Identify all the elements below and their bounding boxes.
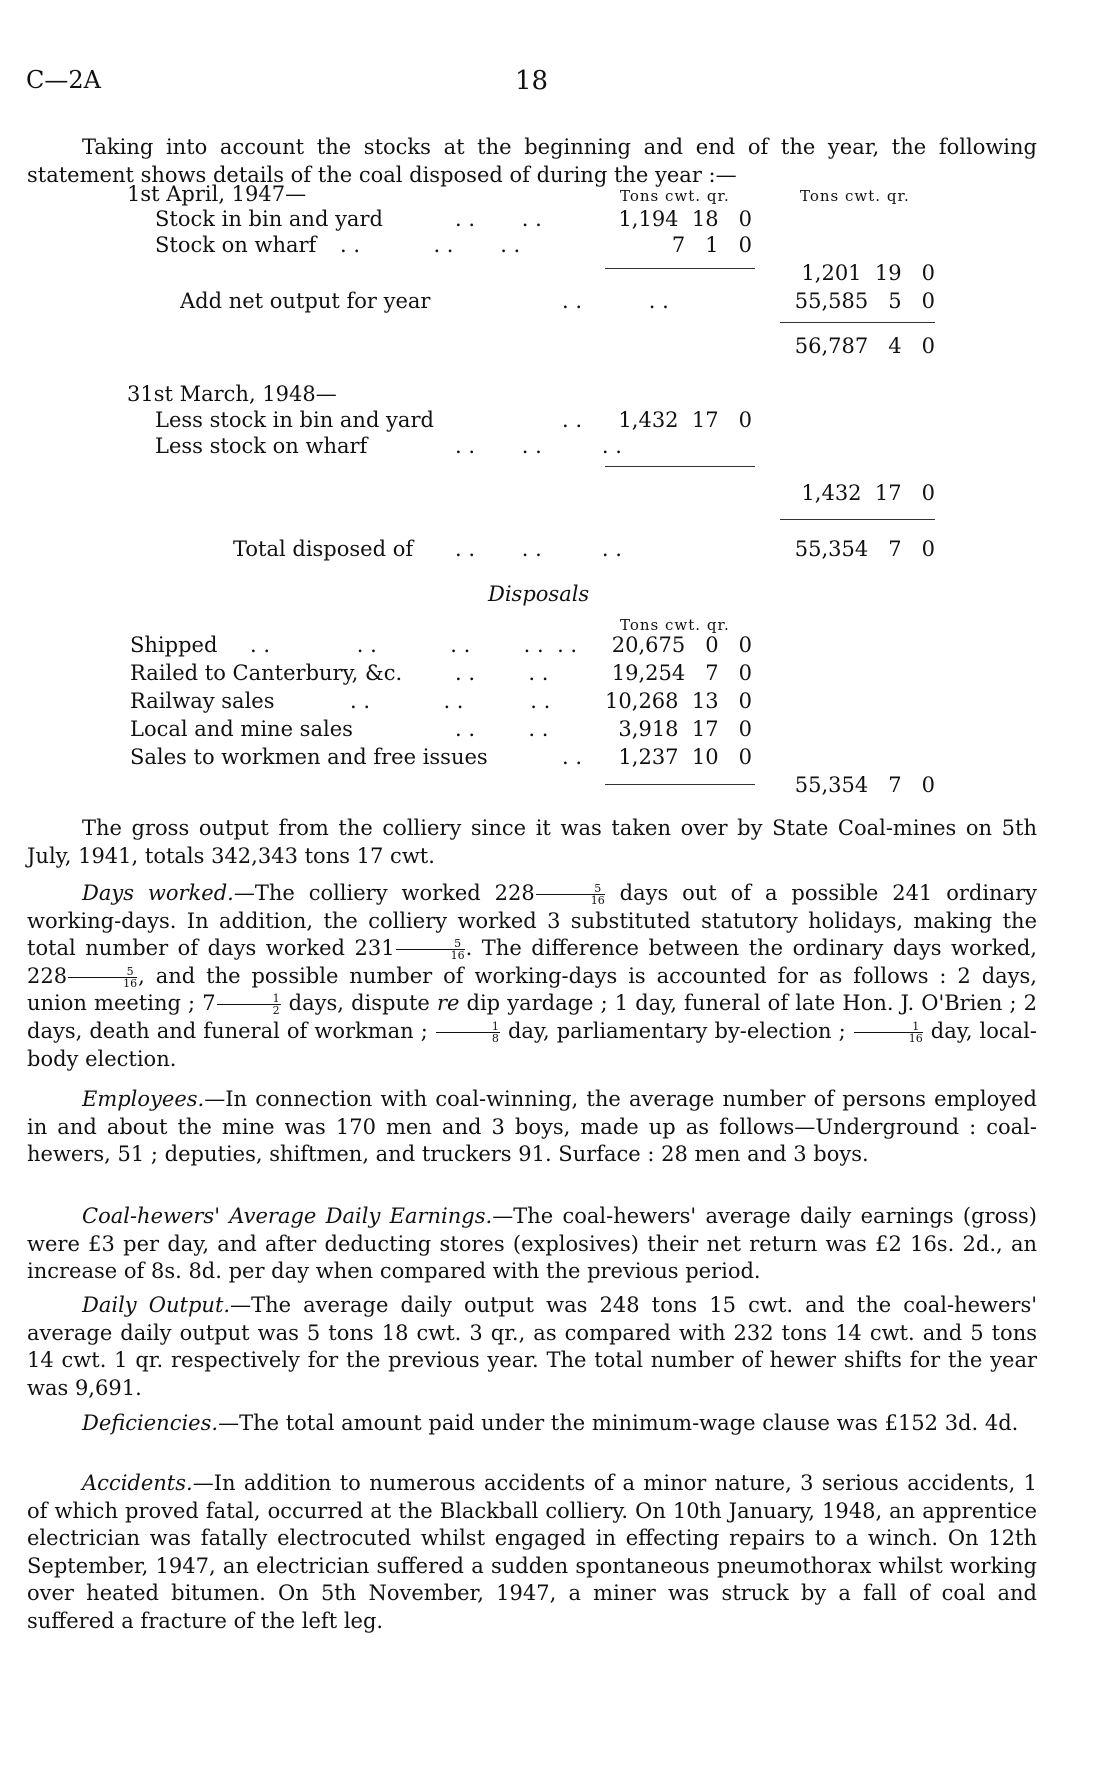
fraction: $\frac{1}{8}$ (436, 1021, 500, 1044)
days-worked-paragraph: Days worked.—The colliery worked 228 $\frac{5}{16}$ days out of a possible 241 ordinary working-days. In addition, the colliery worked 3 substituted statutory holidays, making the total number of days worked 231 $\frac{5}{16}$ . The difference between the ordinary days worked, 228 $\frac{5}{16}$ , and the possible number of working-days is accounted for as follows : 2 days, union meeting ; 7 $\frac{1}{2}$ days, dispute re dip yardage ; 1 day, funeral of late Hon. J. O'Brien ; 2 days, death and funeral of workman ; $\frac{1}{8}$ day, parliamentary by-election ; $\frac{1}{16}$ day, local-body election. (27, 881, 1038, 1071)
stock-wharf-label: Stock on wharf (155, 233, 317, 257)
subtotal-rule (605, 268, 755, 269)
fraction: $\frac{5}{16}$ (396, 938, 465, 961)
closing-total: 1,432 17 0 (801, 481, 935, 505)
column-header-tons: Tons cwt. qr. (620, 187, 730, 205)
leader-dots: . . . . (455, 661, 549, 685)
fraction: $\frac{1}{16}$ (854, 1021, 923, 1044)
subtotal-value: 56,787 4 0 (794, 334, 935, 358)
gross-output-paragraph: The gross output from the colliery since it was taken over by State Coal-mines on 5th July, 1941, totals 342,343 tons 17 cwt. (27, 816, 1037, 868)
leader-dots: . . . . . . (455, 537, 622, 561)
disposed-label: Total disposed of (233, 537, 414, 561)
disposal-row-value: 3,918 17 0 (618, 717, 752, 741)
net-output-label: Add net output for year (180, 289, 431, 313)
leader-dots: . . (562, 408, 583, 432)
daily-output-paragraph: Daily Output.—The average daily output was 248 tons 15 cwt. and the coal-hewers' average daily output was 5 tons 18 cwt. 3 qr., as compared with 232 tons 14 cwt. and 5 tons 14 cwt. 1 qr. respectively for the previous year. The total number of hewer shifts for the year was 9,691. (27, 1293, 1037, 1400)
earnings-heading: Coal-hewers' Average Daily Earnings. (82, 1204, 493, 1228)
stock-wharf-value: 7 1 0 (671, 233, 752, 257)
days-worked-heading: Days worked. (82, 881, 234, 905)
disposal-row-label: Shipped (130, 633, 218, 657)
disposal-row-value: 10,268 13 0 (605, 689, 752, 713)
fraction: $\frac{5}{16}$ (68, 966, 137, 989)
employees-paragraph: Employees.—In connection with coal-winning, the average number of persons employed in and about the mine was 170 men and 3 boys, made up as follows—Underground : coal-hewers, 51 ; deputies, shiftmen, and truckers 91. Surface : 28 men and 3 boys. (27, 1087, 1037, 1167)
disposal-row-label: Railway sales (130, 689, 275, 713)
accidents-heading: Accidents. (82, 1471, 193, 1495)
leader-dots: . . . . (455, 717, 549, 741)
disposal-row-value: 1,237 10 0 (618, 745, 752, 769)
disposal-row-value: 19,254 7 0 (611, 661, 752, 685)
opening-heading: 1st April, 1947— (127, 182, 307, 206)
stock-bin-label: Stock in bin and yard (155, 207, 383, 231)
less-bin-label: Less stock in bin and yard (155, 408, 434, 432)
disposal-row-label: Railed to Canterbury, &c. (130, 661, 403, 685)
column-header-tons-2: Tons cwt. qr. (800, 187, 910, 205)
document-code: C—2A (26, 66, 101, 94)
fraction: $\frac{1}{2}$ (217, 993, 281, 1016)
disposal-row-value: 20,675 0 0 (611, 633, 752, 657)
leader-dots: . . . . (455, 207, 542, 231)
closing-heading: 31st March, 1948— (127, 382, 337, 406)
disposal-row-label: Sales to workmen and free issues (130, 745, 488, 769)
subtotal-rule (605, 466, 755, 467)
fraction: $\frac{5}{16}$ (536, 883, 605, 906)
subtotal-rule (605, 784, 755, 785)
deficiencies-heading: Deficiencies. (82, 1411, 219, 1435)
employees-heading: Employees. (82, 1087, 205, 1111)
less-wharf-label: Less stock on wharf (155, 434, 368, 458)
stock-bin-value: 1,194 18 0 (618, 207, 752, 231)
intro-paragraph: Taking into account the stocks at the beginning and end of the year, the following statement shows details of the coal disposed of during the year :— (27, 135, 1037, 187)
column-header-tons: Tons cwt. qr. (620, 616, 730, 634)
earnings-paragraph: Coal-hewers' Average Daily Earnings.—The coal-hewers' average daily earnings (gross) were £3 per day, and after deducting stores (explosives) their net return was £2 16s. 2d., an increase of 8s. 8d. per day when compared with the previous period. (27, 1204, 1037, 1284)
disposed-value: 55,354 7 0 (794, 537, 935, 561)
leader-dots: . . . . . . (350, 689, 551, 713)
net-output-value: 55,585 5 0 (794, 289, 935, 313)
leader-dots: . . (562, 745, 583, 769)
leader-dots: . . . . . . . . . . (250, 633, 578, 657)
daily-output-heading: Daily Output. (82, 1293, 231, 1317)
total-rule (780, 322, 935, 323)
page-number: 18 (515, 66, 549, 96)
leader-dots: . . . . . . (340, 233, 521, 257)
less-bin-value: 1,432 17 0 (618, 408, 752, 432)
leader-dots: . . . . . . (455, 434, 622, 458)
disposal-row-label: Local and mine sales (130, 717, 353, 741)
disposals-title: Disposals (488, 582, 590, 606)
deficiencies-paragraph: Deficiencies.—The total amount paid under the minimum-wage clause was £152 3d. 4d. (82, 1411, 1019, 1435)
leader-dots: . . . . (562, 289, 669, 313)
accidents-paragraph: Accidents.—In addition to numerous accidents of a minor nature, 3 serious accidents, 1 of which proved fatal, occurred at the Blackball colliery. On 10th January, 1948, an apprentice electrician was fatally electrocuted whilst engaged in effecting repairs to a winch. On 12th September, 1947, an electrician suffered a sudden spontaneous pneumothorax whilst working over heated bitumen. On 5th November, 1947, a miner was struck by a fall of coal and suffered a fracture of the left leg. (27, 1471, 1037, 1633)
disposals-total: 55,354 7 0 (794, 773, 935, 797)
opening-total: 1,201 19 0 (801, 261, 935, 285)
total-rule (780, 519, 935, 520)
